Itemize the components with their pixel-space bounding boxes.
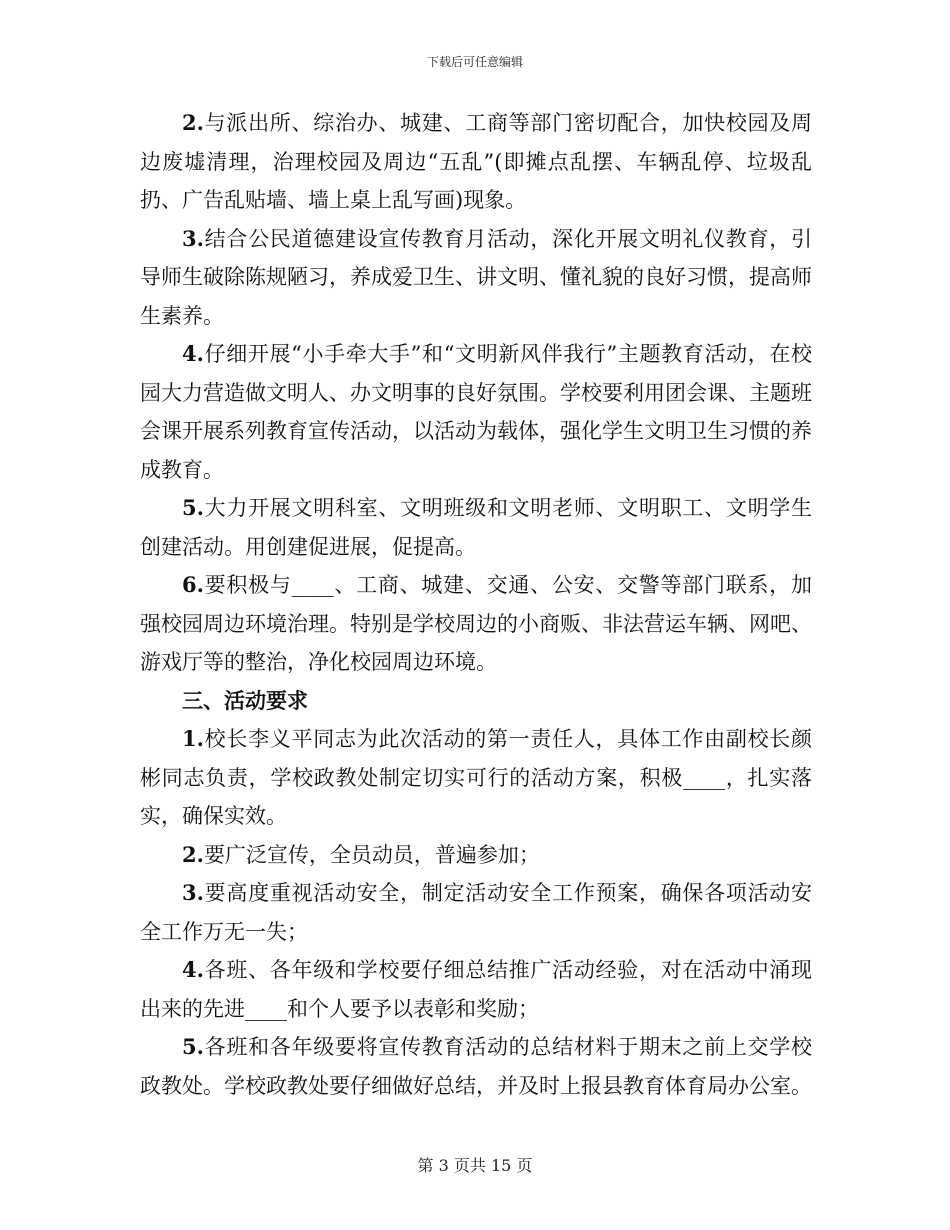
item-text: 与派出所、综治办、城建、工商等部门密切配合，加快校园及周边废墟清理，治理校园及周边“五乱”(即摊点乱摆、车辆乱停、垃圾乱扔、广告乱贴墙、墙上桌上乱写画)现象。	[140, 111, 812, 212]
item-number: 4.	[182, 957, 204, 982]
item-number: 5.	[182, 495, 204, 520]
item-text: 要广泛宣传，全员动员，普遍参加；	[203, 842, 540, 867]
list-item	[140, 489, 812, 566]
list-item	[140, 1028, 812, 1105]
item-text: 大力开展文明科室、文明班级和文明老师、文明职工、文明学生创建活动。用创建促进展，促提高。	[140, 496, 812, 559]
item-text: 各班、各年级和学校要仔细总结推广活动经验，对在活动中涌现出来的先进____和个人要予以表彰和奖励；	[140, 958, 812, 1021]
item-text: 校长李义平同志为此次活动的第一责任人，具体工作由副校长颜彬同志负责，学校政教处制定切实可行的活动方案，积极____，扎实落实，确保实效。	[140, 727, 812, 828]
item-number: 3.	[182, 880, 204, 905]
list-item	[140, 104, 812, 220]
list-item	[140, 720, 812, 836]
page-number: 第 3 页共 15 页	[417, 1156, 533, 1175]
item-number: 2.	[182, 110, 204, 135]
section-heading: 三、活动要求	[182, 687, 308, 713]
list-item	[140, 566, 812, 682]
item-text: 各班和各年级要将宣传教育活动的总结材料于期末之前上交学校政教处。学校政教处要仔细做好总结，并及时上报县教育体育局办公室。	[140, 1035, 812, 1098]
document-body	[140, 104, 812, 1105]
item-number: 6.	[182, 572, 204, 597]
page-header-note: 下载后可任意编辑	[426, 55, 523, 69]
list-item	[140, 874, 812, 951]
list-item	[140, 951, 812, 1028]
item-text: 要高度重视活动安全，制定活动安全工作预案，确保各项活动安全工作万无一失；	[140, 881, 812, 944]
item-number: 2.	[182, 841, 204, 867]
item-number: 5.	[182, 1034, 204, 1059]
item-number: 3.	[182, 225, 204, 251]
item-number: 4.	[182, 341, 204, 366]
item-number: 1.	[182, 726, 204, 751]
list-item	[140, 335, 812, 489]
item-text: 仔细开展“小手牵大手”和“文明新风伴我行”主题教育活动，在校园大力营造做文明人、办文明事的良好氛围。学校要利用团会课、主题班会课开展系列教育宣传活动，以活动为载体，强化学生文明卫生习惯的养成教育。	[140, 342, 812, 482]
list-item	[140, 220, 812, 336]
item-text: 结合公民道德建设宣传教育月活动，深化开展文明礼仪教育，引导师生破除陈规陋习，养成爱卫生、讲文明、懂礼貌的良好习惯，提高师生素养。	[140, 226, 812, 328]
item-text: 要积极与____、工商、城建、交通、公安、交警等部门联系，加强校园周边环境治理。特别是学校周边的小商贩、非法营运车辆、网吧、游戏厅等的整治，净化校园周边环境。	[140, 573, 812, 674]
list-item	[140, 836, 812, 875]
